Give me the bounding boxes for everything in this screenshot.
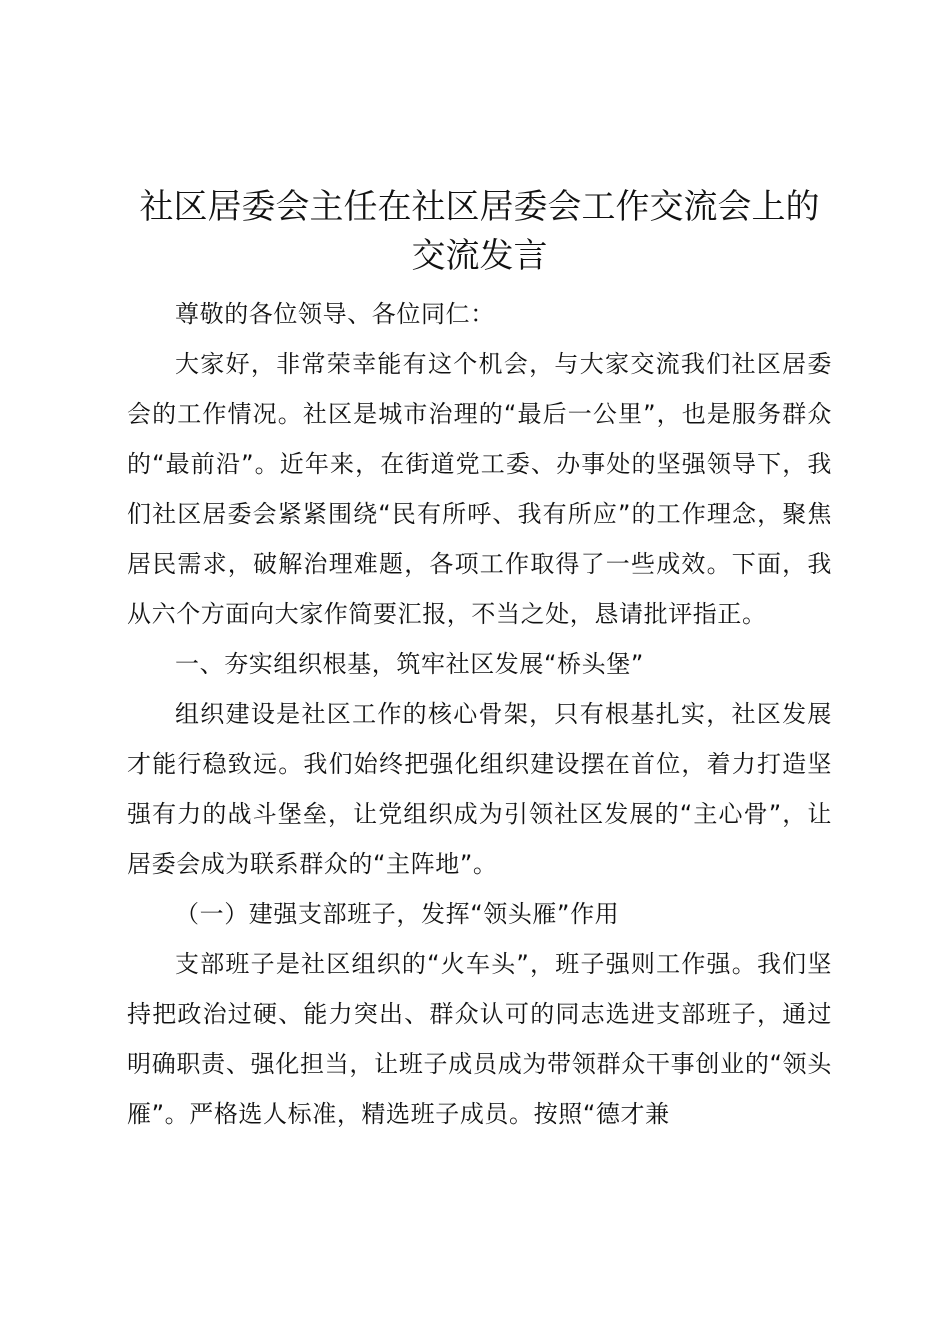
document-body [127, 183, 832, 1139]
subsection-heading-1: （一）建强支部班子，发挥“领头雁”作用 [175, 900, 620, 928]
opening-paragraph: 大家好，非常荣幸能有这个机会，与大家交流我们社区居委会的工作情况。社区是城市治理的“最后一公里”，也是服务群众的“最前沿”。近年来，在街道党工委、办事处的坚强领导下，我们社区居委会紧紧围绕“民有所呼、我有所应”的工作理念，聚焦居民需求，破解治理难题，各项工作取得了一些成效。下面，我从六个方面向大家作简要汇报，不当之处，恳请批评指正。 [127, 350, 832, 628]
greeting-line: 尊敬的各位领导、各位同仁： [175, 300, 495, 328]
subsection-1-paragraph: 支部班子是社区组织的“火车头”，班子强则工作强。我们坚持把政治过硬、能力突出、群众认可的同志选进支部班子，通过明确职责、强化担当，让班子成员成为带领群众干事创业的“领头雁”。严格选人标准，精选班子成员。按照“德才兼 [127, 950, 832, 1128]
section-1-paragraph: 组织建设是社区工作的核心骨架，只有根基扎实，社区发展才能行稳致远。我们始终把强化组织建设摆在首位，着力打造坚强有力的战斗堡垒，让党组织成为引领社区发展的“主心骨”，让居委会成为联系群众的“主阵地”。 [127, 700, 832, 878]
document-title: 社区居委会主任在社区居委会工作交流会上的交流发言 [139, 187, 820, 276]
section-heading-1: 一、夯实组织根基，筑牢社区发展“桥头堡” [175, 650, 644, 678]
